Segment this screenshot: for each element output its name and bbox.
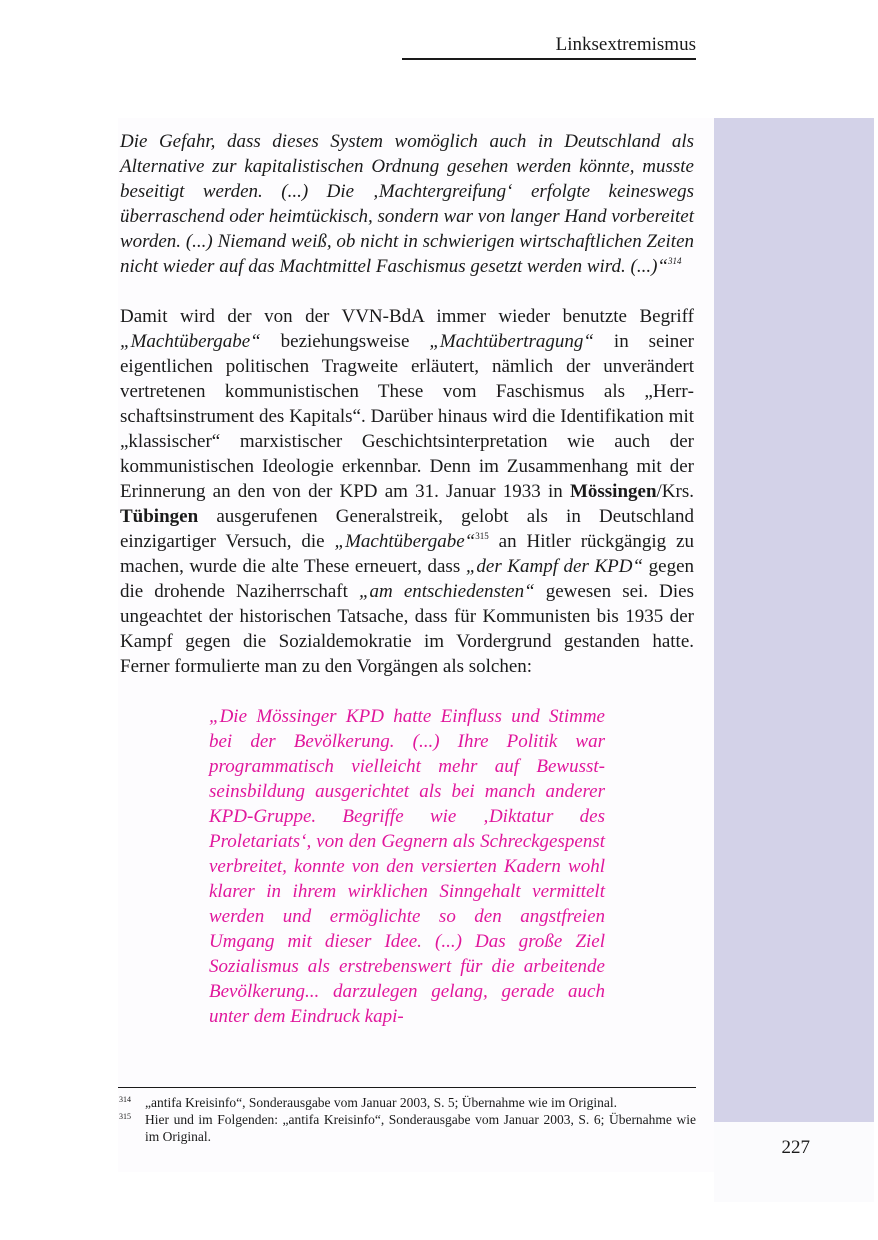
para-text-3: in seiner eigentlichen politischen Tragweite erläutert, nämlich der unverändert vertretenen kommunistischen These vom Faschismus als „Herrschaftsinstrument des Kapitals“. Darüber hinaus wird die Identifikation mit „klassischer“ marxistischer Geschichtsinterpretation wie auch der kommunistischen Ideologie erkennbar. Denn im Zusammenhang mit der Erinnerung an den von der KPD am 31. Januar 1933 in xyxy=(120,331,694,502)
footnote-text: Hier und im Folgenden: „antifa Kreisinfo“, Sonderausgabe vom Januar 2003, S. 6; Übernahme wie im Original. xyxy=(145,1112,696,1144)
para-text-4: /Krs. xyxy=(656,481,694,502)
footnote-ref-314: 314 xyxy=(667,256,682,266)
term-machtuebertragung: „Machtübertragung“ xyxy=(429,331,594,352)
footnote-text: „antifa Kreisinfo“, Sonderausgabe vom Januar 2003, S. 5; Übernahme wie im Original. xyxy=(145,1095,617,1110)
page-number: 227 xyxy=(781,1137,810,1158)
footnote-number: 314 xyxy=(119,1095,131,1104)
body-paragraph xyxy=(120,304,694,679)
page-number-box xyxy=(714,1122,874,1202)
footnotes xyxy=(118,1087,696,1145)
margin-sidebar xyxy=(714,118,874,1122)
quote-am-entschiedensten: „am entschiedensten“ xyxy=(358,581,535,602)
para-text-2: beziehungsweise xyxy=(260,331,430,352)
footnote-number: 315 xyxy=(119,1112,131,1121)
quote1-text: Die Gefahr, dass dieses System womöglich auch in Deutschland als Alternative zur kapitalistischen Ordnung gesehen werden könnte, musste beseitigt werden. (...) Die ‚Machtergreifung‘ erfolgte keineswegs überraschend oder heimtückisch, sondern war von langer Hand vorbereitet worden. (...) Niemand weiß, ob nicht in schwierigen wirtschaftlichen Zeiten nicht wieder auf das Machtmittel Faschismus gesetzt werden wird. (...)“ xyxy=(120,131,694,277)
block-quote-1 xyxy=(120,129,694,279)
footnote-315 xyxy=(118,1111,696,1145)
footnote-ref-315: 315 xyxy=(475,531,489,541)
term-machtuebergabe-2: „Machtübergabe“ xyxy=(334,531,476,552)
running-head: Linksextremismus xyxy=(402,34,696,60)
place-tuebingen: Tübingen xyxy=(120,506,199,527)
para-text-8: gewesen sei. Dies ungeachtet der historischen Tatsache, dass für Kommunisten bis 1935 der Kampf gegen die Sozialdemokratie im Vordergrund gestanden hatte. Ferner formulierte man zu den Vorgängen als solchen: xyxy=(120,581,694,677)
para-text-5: ausgerufenen Generalstreik, gelobt als in Deutschland einzigartiger Versuch, die xyxy=(120,506,694,552)
quote-kampf-der-kpd: „der Kampf der KPD“ xyxy=(465,556,644,577)
para-text-7: gegen die drohende Naziherrschaft xyxy=(120,556,695,602)
place-moessingen: Mössingen xyxy=(569,481,657,502)
para-text-6: an Hitler rückgängig zu machen, wurde die alte These erneuert, dass xyxy=(120,531,694,577)
term-machtuebergabe: „Machtübergabe“ xyxy=(120,331,261,352)
footnote-314 xyxy=(118,1094,696,1111)
main-text xyxy=(120,129,694,1029)
block-quote-2: „Die Mössinger KPD hatte Einfluss und Stimme bei der Bevölkerung. (...) Ihre Politik war programmatisch vielleicht mehr auf Bewusstseinsbildung ausgerichtet als bei manch anderer KPD-Gruppe. Begriffe wie ‚Diktatur des Proletariats‘, von den Gegnern als Schreckgespenst verbreitet, konnte von den versierten Kadern wohl klarer in ihrem wirklichen Sinngehalt vermittelt werden und ermöglichte so den angstfreien Umgang mit dieser Idee. (...) Das große Ziel Sozialismus als erstrebenswert für die arbeitende Bevölkerung... darzulegen gelang, gerade auch unter dem Eindruck kapi- xyxy=(209,706,605,1027)
para-text-1: Damit wird der von der VVN-BdA immer wieder benutzte Begriff xyxy=(120,306,694,327)
